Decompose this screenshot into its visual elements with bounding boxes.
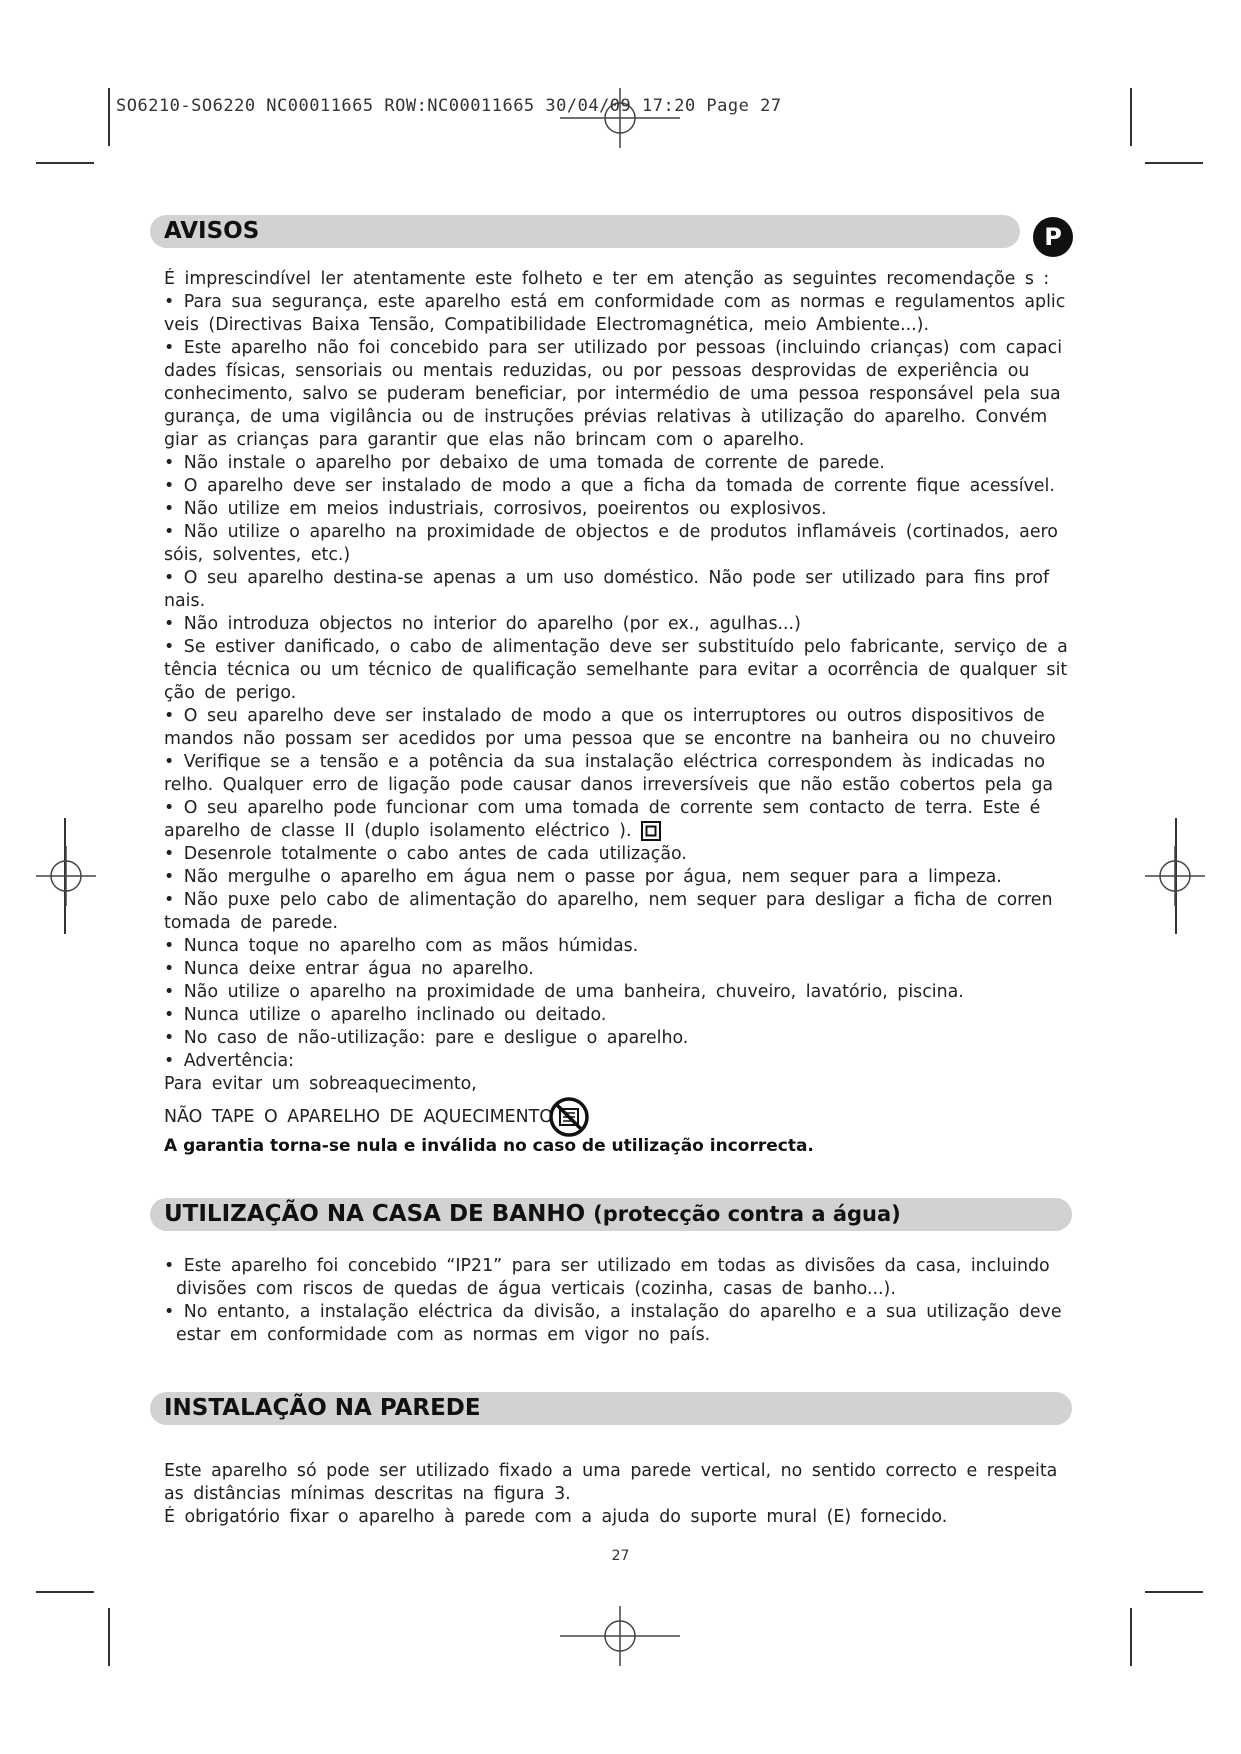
text-line: É obrigatório fixar o aparelho à parede com a ajuda do suporte mural (E) fornecido.	[164, 1507, 948, 1527]
text-line: • Não utilize o aparelho na proximidade de objectos e de produtos inflamáveis (cortinados, aero	[164, 522, 1058, 542]
text-line: • Não puxe pelo cabo de alimentação do aparelho, nem sequer para desligar a ficha de corren	[164, 890, 1053, 910]
crop-mark	[1130, 88, 1132, 146]
text-line: tência técnica ou um técnico de qualificação semelhante para evitar a ocorrência de qualquer sit	[164, 660, 1068, 680]
registration-mark-icon	[560, 1606, 680, 1666]
section-title-bathroom	[150, 1198, 1072, 1231]
text-line: nais.	[164, 591, 206, 611]
crop-mark	[1145, 1591, 1203, 1593]
crop-mark	[108, 1608, 110, 1666]
text-line: estar em conformidade com as normas em vigor no país.	[176, 1325, 711, 1345]
text-line: • Este aparelho não foi concebido para ser utilizado por pessoas (incluindo crianças) com capaci	[164, 338, 1063, 358]
text-line: dades físicas, sensoriais ou mentais reduzidas, ou por pessoas desprovidas de experiência ou	[164, 361, 1030, 381]
text-line: • No entanto, a instalação eléctrica da divisão, a instalação do aparelho e a sua utilização deve	[164, 1302, 1062, 1322]
text-line: tomada de parede.	[164, 913, 338, 933]
wall-body	[164, 1460, 1154, 1529]
text-line: É imprescindível ler atentamente este folheto e ter em atenção as seguintes recomendaçõe s :	[164, 269, 1050, 289]
text-line: • O aparelho deve ser instalado de modo a que a ficha da tomada de corrente fique acessível.	[164, 476, 1055, 496]
text-line: • Se estiver danificado, o cabo de alimentação deve ser substituído pelo fabricante, serviço de a	[164, 637, 1068, 657]
text-line: • Verifique se a tensão e a potência da sua instalação eléctrica correspondem às indicadas no	[164, 752, 1046, 772]
bathroom-body	[164, 1255, 1154, 1347]
avisos-body	[164, 268, 1154, 1138]
print-header: SO6210-SO6220 NC00011665 ROW:NC00011665 30/04/09 17:20 Page 27	[116, 96, 782, 116]
warranty-note: A garantia torna-se nula e inválida no caso de utilização incorrecta.	[164, 1136, 814, 1156]
registration-mark-icon	[36, 846, 96, 906]
text-line-with-icon	[164, 1096, 1154, 1138]
crop-mark	[1145, 162, 1203, 164]
section-title-text: AVISOS	[164, 218, 260, 244]
text-line: veis (Directivas Baixa Tensão, Compatibilidade Electromagnética, meio Ambiente...).	[164, 315, 929, 335]
text-line: • Nunca utilize o aparelho inclinado ou deitado.	[164, 1005, 607, 1025]
registration-mark-icon	[1145, 846, 1205, 906]
section-title-wall	[150, 1392, 1072, 1425]
text-line: relho. Qualquer erro de ligação pode causar danos irreversíveis que não estão cobertos pela ga	[164, 775, 1054, 795]
text-line: • O seu aparelho deve ser instalado de modo a que os interruptores ou outros dispositivos de	[164, 706, 1045, 726]
crop-mark	[36, 1591, 94, 1593]
text-line: • Não mergulhe o aparelho em água nem o passe por água, nem sequer para a limpeza.	[164, 867, 1002, 887]
section-subtitle: (protecção contra a água)	[593, 1202, 901, 1226]
text-line: • No caso de não-utilização: pare e desligue o aparelho.	[164, 1028, 689, 1048]
text-line: • Não utilize em meios industriais, corrosivos, poeirentos ou explosivos.	[164, 499, 827, 519]
crop-mark	[36, 162, 94, 164]
section-title-text: UTILIZAÇÃO NA CASA DE BANHO	[164, 1201, 586, 1227]
text-line: mandos não possam ser acedidos por uma pessoa que se encontre na banheira ou no chuveiro	[164, 729, 1056, 749]
text-line: gurança, de uma vigilância ou de instruções prévias relativas à utilização do aparelho. Convém	[164, 407, 1048, 427]
text-line: ção de perigo.	[164, 683, 297, 703]
text-line: • O seu aparelho pode funcionar com uma tomada de corrente sem contacto de terra. Este é	[164, 798, 1041, 818]
do-not-cover-icon	[548, 1096, 590, 1138]
text-line: conhecimento, salvo se puderam beneficiar, por intermédio de uma pessoa responsável pela sua	[164, 384, 1061, 404]
text-line: • Nunca toque no aparelho com as mãos húmidas.	[164, 936, 639, 956]
crop-mark	[108, 88, 110, 146]
text-line: giar as crianças para garantir que elas não brincam com o aparelho.	[164, 430, 805, 450]
class-ii-double-insulation-icon	[641, 821, 661, 841]
language-badge: P	[1033, 217, 1073, 257]
text-line: • Nunca deixe entrar água no aparelho.	[164, 959, 534, 979]
text-line: • O seu aparelho destina-se apenas a um uso doméstico. Não pode ser utilizado para fins prof	[164, 568, 1050, 588]
text-line: sóis, solventes, etc.)	[164, 545, 351, 565]
section-title-text: INSTALAÇÃO NA PAREDE	[164, 1395, 481, 1421]
crop-mark	[1130, 1608, 1132, 1666]
section-title-avisos	[150, 215, 1020, 248]
text-line: • Para sua segurança, este aparelho está em conformidade com as normas e regulamentos aplic	[164, 292, 1066, 312]
text-line: • Não introduza objectos no interior do aparelho (por ex., agulhas...)	[164, 614, 801, 634]
text-line: Este aparelho só pode ser utilizado fixado a uma parede vertical, no sentido correcto e respeita	[164, 1461, 1058, 1481]
text-line: as distâncias mínimas descritas na figura 3.	[164, 1484, 571, 1504]
page-number: 27	[611, 1548, 630, 1564]
text-line: NÃO TAPE O APARELHO DE AQUECIMENTO	[164, 1107, 553, 1127]
text-line: • Desenrole totalmente o cabo antes de cada utilização.	[164, 844, 687, 864]
text-line: Para evitar um sobreaquecimento,	[164, 1074, 477, 1094]
text-line: • Não instale o aparelho por debaixo de uma tomada de corrente de parede.	[164, 453, 885, 473]
text-line: divisões com riscos de quedas de água verticais (cozinha, casas de banho...).	[176, 1279, 896, 1299]
text-line: • Não utilize o aparelho na proximidade de uma banheira, chuveiro, lavatório, piscina.	[164, 982, 964, 1002]
text-line-with-icon	[164, 820, 1154, 843]
text-line: aparelho de classe II (duplo isolamento eléctrico ).	[164, 821, 632, 841]
text-line: • Este aparelho foi concebido “IP21” para ser utilizado em todas as divisões da casa, incluindo	[164, 1256, 1050, 1276]
text-line: • Advertência:	[164, 1051, 295, 1071]
